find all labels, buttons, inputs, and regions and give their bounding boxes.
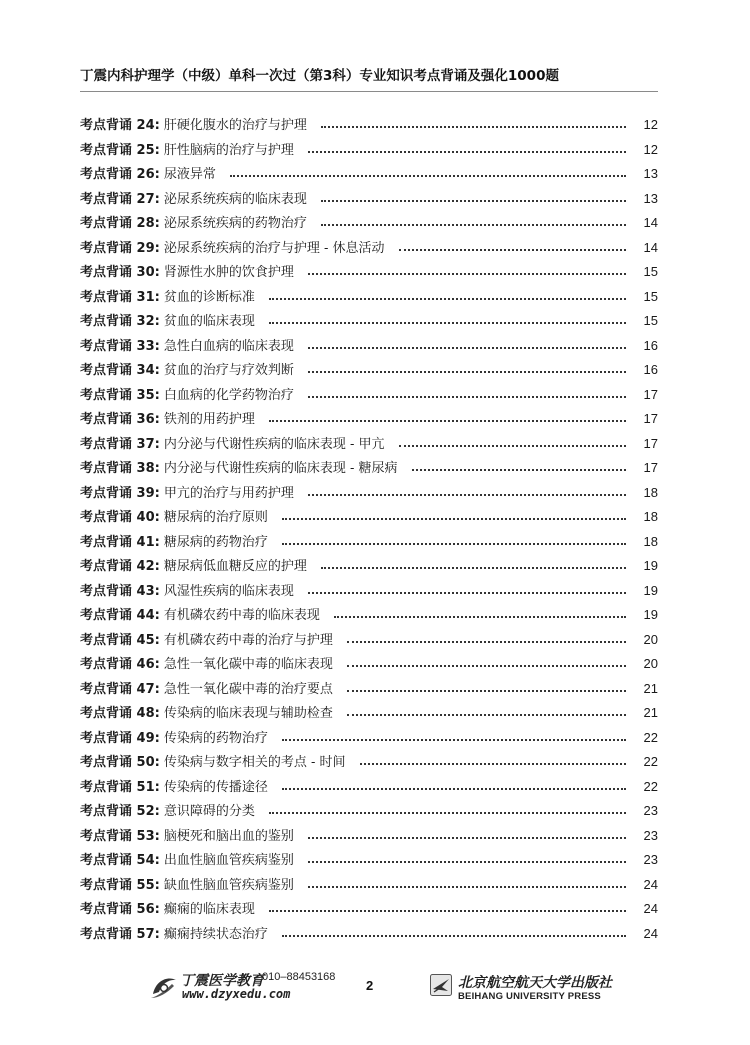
toc-entry-page: 19 bbox=[643, 607, 658, 622]
toc-entry[interactable] bbox=[80, 873, 658, 898]
dot-leader bbox=[347, 714, 626, 716]
table-of-contents bbox=[80, 113, 658, 946]
toc-entry-number: 考点背诵 30: bbox=[80, 265, 160, 280]
dot-leader bbox=[308, 151, 626, 153]
toc-entry-number: 考点背诵 32: bbox=[80, 314, 160, 329]
toc-entry-number: 考点背诵 40: bbox=[80, 510, 160, 525]
toc-entry-number: 考点背诵 47: bbox=[80, 681, 160, 697]
toc-entry-page: 20 bbox=[643, 656, 658, 671]
dot-leader bbox=[321, 200, 626, 202]
dot-leader bbox=[269, 322, 626, 324]
toc-entry-title: 泌尿系统疾病的药物治疗 bbox=[163, 216, 307, 231]
page-number: 2 bbox=[366, 978, 374, 993]
header-rule bbox=[80, 91, 658, 92]
toc-entry[interactable] bbox=[80, 505, 658, 530]
dot-leader bbox=[308, 861, 626, 863]
toc-entry[interactable] bbox=[80, 848, 658, 873]
running-header: 丁震内科护理学（中级）单科一次过（第3科）专业知识考点背诵及强化1000题 bbox=[80, 68, 559, 84]
toc-entry-title: 内分泌与代谢性疾病的临床表现 - 甲亢 bbox=[163, 436, 385, 452]
toc-entry[interactable] bbox=[80, 236, 658, 261]
toc-entry-page: 13 bbox=[643, 166, 658, 181]
website-url: www.dzyxedu.com bbox=[182, 987, 291, 1001]
dot-leader bbox=[282, 543, 626, 545]
toc-entry[interactable] bbox=[80, 358, 658, 383]
toc-entry-page: 14 bbox=[643, 215, 658, 230]
logo-text: 丁震医学教育 bbox=[180, 973, 264, 989]
toc-entry-number: 考点背诵 27: bbox=[80, 191, 160, 207]
toc-entry-title: 肾源性水肿的饮食护理 bbox=[163, 265, 294, 280]
toc-entry-title: 癫痫持续状态治疗 bbox=[163, 926, 268, 942]
toc-entry[interactable] bbox=[80, 309, 658, 334]
toc-entry[interactable] bbox=[80, 603, 658, 628]
toc-entry-title: 贫血的诊断标准 bbox=[163, 289, 255, 305]
toc-entry-number: 考点背诵 35: bbox=[80, 387, 160, 403]
toc-entry[interactable] bbox=[80, 260, 658, 285]
toc-entry-page: 12 bbox=[643, 141, 658, 157]
toc-entry-title: 肝硬化腹水的治疗与护理 bbox=[163, 118, 307, 133]
toc-entry[interactable] bbox=[80, 677, 658, 702]
toc-entry-title: 癫痫的临床表现 bbox=[163, 902, 255, 917]
dot-leader bbox=[282, 788, 626, 790]
toc-entry-page: 19 bbox=[643, 558, 658, 573]
toc-entry[interactable] bbox=[80, 554, 658, 579]
dz-logo-icon bbox=[150, 974, 178, 1000]
toc-entry[interactable] bbox=[80, 775, 658, 800]
toc-entry[interactable] bbox=[80, 334, 658, 359]
toc-entry-number: 考点背诵 41: bbox=[80, 534, 160, 550]
toc-entry-title: 贫血的治疗与疗效判断 bbox=[163, 363, 294, 378]
toc-entry-page: 24 bbox=[643, 901, 658, 916]
dot-leader bbox=[347, 641, 626, 643]
dot-leader bbox=[269, 298, 626, 300]
toc-entry-number: 考点背诵 31: bbox=[80, 289, 160, 305]
toc-entry-page: 17 bbox=[643, 411, 658, 426]
toc-entry-number: 考点背诵 46: bbox=[80, 657, 160, 672]
toc-entry-title: 铁剂的用药护理 bbox=[163, 412, 255, 427]
toc-entry-number: 考点背诵 26: bbox=[80, 167, 160, 182]
toc-entry-page: 12 bbox=[643, 117, 658, 132]
toc-entry-number: 考点背诵 55: bbox=[80, 877, 160, 893]
toc-entry-title: 白血病的化学药物治疗 bbox=[163, 387, 294, 403]
toc-entry-page: 22 bbox=[643, 778, 658, 794]
toc-entry-number: 考点背诵 34: bbox=[80, 363, 160, 378]
dot-leader bbox=[269, 812, 626, 814]
toc-entry[interactable] bbox=[80, 383, 658, 408]
toc-entry[interactable] bbox=[80, 113, 658, 138]
toc-entry-page: 21 bbox=[643, 680, 658, 696]
dot-leader bbox=[399, 249, 627, 251]
dot-leader bbox=[282, 518, 626, 520]
toc-entry[interactable] bbox=[80, 652, 658, 677]
toc-entry-number: 考点背诵 28: bbox=[80, 216, 160, 231]
toc-entry[interactable] bbox=[80, 138, 658, 163]
toc-entry-page: 17 bbox=[643, 435, 658, 451]
toc-entry-page: 22 bbox=[643, 729, 658, 745]
dot-leader bbox=[269, 420, 626, 422]
toc-entry-title: 糖尿病的治疗原则 bbox=[163, 510, 268, 525]
dot-leader bbox=[230, 175, 626, 177]
dot-leader bbox=[308, 371, 626, 373]
dot-leader bbox=[308, 273, 626, 275]
toc-entry[interactable] bbox=[80, 481, 658, 506]
toc-entry-page: 24 bbox=[643, 876, 658, 892]
toc-entry-page: 23 bbox=[643, 852, 658, 867]
toc-entry[interactable] bbox=[80, 211, 658, 236]
toc-entry-title: 缺血性脑血管疾病鉴别 bbox=[163, 877, 294, 893]
toc-entry-title: 泌尿系统疾病的临床表现 bbox=[163, 191, 307, 207]
publisher-logo-right bbox=[430, 972, 630, 1006]
toc-entry-title: 脑梗死和脑出血的鉴别 bbox=[163, 828, 294, 844]
toc-entry[interactable] bbox=[80, 628, 658, 653]
toc-entry-title: 传染病与数字相关的考点 - 时间 bbox=[163, 755, 346, 770]
toc-entry-number: 考点背诵 44: bbox=[80, 608, 160, 623]
page-footer bbox=[0, 970, 750, 1010]
toc-entry-title: 意识障碍的分类 bbox=[163, 804, 255, 819]
press-logo-icon bbox=[430, 974, 452, 996]
toc-entry-title: 风湿性疾病的临床表现 bbox=[163, 583, 294, 599]
toc-entry-title: 传染病的传播途径 bbox=[163, 779, 268, 795]
toc-entry-number: 考点背诵 33: bbox=[80, 338, 160, 354]
toc-entry-page: 23 bbox=[643, 827, 658, 843]
toc-entry-title: 贫血的临床表现 bbox=[163, 314, 255, 329]
toc-entry-number: 考点背诵 43: bbox=[80, 583, 160, 599]
toc-entry-page: 15 bbox=[643, 313, 658, 328]
toc-entry[interactable] bbox=[80, 162, 658, 187]
dot-leader bbox=[308, 396, 626, 398]
toc-entry-number: 考点背诵 54: bbox=[80, 853, 160, 868]
toc-entry[interactable] bbox=[80, 407, 658, 432]
toc-entry[interactable] bbox=[80, 187, 658, 212]
toc-entry-page: 22 bbox=[643, 754, 658, 769]
press-name-cn: 北京航空航天大学出版社 bbox=[458, 975, 612, 991]
toc-entry[interactable] bbox=[80, 799, 658, 824]
toc-entry-title: 泌尿系统疾病的治疗与护理 - 休息活动 bbox=[163, 240, 385, 256]
phone-number: 010–88453168 bbox=[262, 971, 336, 983]
toc-entry-page: 20 bbox=[643, 631, 658, 647]
dot-leader bbox=[334, 616, 626, 618]
toc-entry-number: 考点背诵 50: bbox=[80, 755, 160, 770]
toc-entry-page: 14 bbox=[643, 239, 658, 255]
toc-entry-page: 19 bbox=[643, 582, 658, 598]
dot-leader bbox=[308, 886, 626, 888]
toc-entry-page: 17 bbox=[643, 386, 658, 402]
toc-entry-title: 肝性脑病的治疗与护理 bbox=[163, 142, 294, 158]
dot-leader bbox=[308, 592, 626, 594]
toc-entry-title: 传染病的药物治疗 bbox=[163, 730, 268, 746]
toc-entry-page: 24 bbox=[643, 925, 658, 941]
dot-leader bbox=[399, 445, 627, 447]
dot-leader bbox=[321, 224, 626, 226]
toc-entry-number: 考点背诵 24: bbox=[80, 118, 160, 133]
dot-leader bbox=[321, 126, 626, 128]
toc-entry-title: 尿液异常 bbox=[163, 167, 216, 182]
toc-entry-page: 15 bbox=[643, 288, 658, 304]
toc-entry-number: 考点背诵 38: bbox=[80, 461, 160, 476]
toc-entry[interactable] bbox=[80, 897, 658, 922]
toc-entry-number: 考点背诵 39: bbox=[80, 485, 160, 501]
dot-leader bbox=[282, 739, 626, 741]
toc-entry-page: 16 bbox=[643, 337, 658, 353]
dot-leader bbox=[282, 935, 626, 937]
dot-leader bbox=[308, 837, 626, 839]
toc-entry[interactable] bbox=[80, 285, 658, 310]
toc-entry[interactable] bbox=[80, 922, 658, 947]
toc-entry-title: 出血性脑血管疾病鉴别 bbox=[163, 853, 294, 868]
toc-entry-number: 考点背诵 42: bbox=[80, 559, 160, 574]
toc-entry-number: 考点背诵 25: bbox=[80, 142, 160, 158]
toc-entry-title: 内分泌与代谢性疾病的临床表现 - 糖尿病 bbox=[163, 461, 398, 476]
dot-leader bbox=[412, 469, 627, 471]
toc-entry[interactable] bbox=[80, 432, 658, 457]
toc-entry-title: 糖尿病低血糖反应的护理 bbox=[163, 559, 307, 574]
toc-entry-number: 考点背诵 57: bbox=[80, 926, 160, 942]
toc-entry-page: 23 bbox=[643, 803, 658, 818]
toc-entry-page: 18 bbox=[643, 484, 658, 500]
toc-entry-number: 考点背诵 52: bbox=[80, 804, 160, 819]
toc-entry[interactable] bbox=[80, 579, 658, 604]
toc-entry-number: 考点背诵 36: bbox=[80, 412, 160, 427]
toc-entry-title: 有机磷农药中毒的治疗与护理 bbox=[163, 632, 333, 648]
dot-leader bbox=[321, 567, 626, 569]
toc-entry-title: 甲亢的治疗与用药护理 bbox=[163, 485, 294, 501]
toc-entry[interactable] bbox=[80, 701, 658, 726]
toc-entry[interactable] bbox=[80, 824, 658, 849]
dot-leader bbox=[347, 690, 626, 692]
toc-entry[interactable] bbox=[80, 530, 658, 555]
toc-entry-title: 急性一氧化碳中毒的治疗要点 bbox=[163, 681, 333, 697]
dot-leader bbox=[308, 347, 626, 349]
toc-entry-number: 考点背诵 51: bbox=[80, 779, 160, 795]
toc-entry-number: 考点背诵 56: bbox=[80, 902, 160, 917]
toc-entry-page: 18 bbox=[643, 533, 658, 549]
toc-entry-number: 考点背诵 53: bbox=[80, 828, 160, 844]
publisher-logo-left bbox=[150, 970, 335, 1006]
toc-entry-page: 17 bbox=[643, 460, 658, 475]
toc-entry-number: 考点背诵 45: bbox=[80, 632, 160, 648]
toc-entry[interactable] bbox=[80, 750, 658, 775]
dot-leader bbox=[360, 763, 627, 765]
press-name-en: BEIHANG UNIVERSITY PRESS bbox=[458, 991, 601, 1002]
toc-entry-title: 急性白血病的临床表现 bbox=[163, 338, 294, 354]
dot-leader bbox=[269, 910, 626, 912]
toc-entry-number: 考点背诵 29: bbox=[80, 240, 160, 256]
toc-entry-number: 考点背诵 48: bbox=[80, 706, 160, 721]
toc-entry-page: 18 bbox=[643, 509, 658, 524]
toc-entry-title: 急性一氧化碳中毒的临床表现 bbox=[163, 657, 333, 672]
toc-entry-page: 13 bbox=[643, 190, 658, 206]
dot-leader bbox=[308, 494, 626, 496]
toc-entry-title: 传染病的临床表现与辅助检查 bbox=[163, 706, 333, 721]
toc-entry-title: 糖尿病的药物治疗 bbox=[163, 534, 268, 550]
toc-entry-page: 21 bbox=[643, 705, 658, 720]
toc-entry-number: 考点背诵 37: bbox=[80, 436, 160, 452]
dot-leader bbox=[347, 665, 626, 667]
toc-entry-page: 16 bbox=[643, 362, 658, 377]
toc-entry-title: 有机磷农药中毒的临床表现 bbox=[163, 608, 320, 623]
toc-entry-number: 考点背诵 49: bbox=[80, 730, 160, 746]
toc-entry[interactable] bbox=[80, 726, 658, 751]
toc-entry[interactable] bbox=[80, 456, 658, 481]
toc-entry-page: 15 bbox=[643, 264, 658, 279]
